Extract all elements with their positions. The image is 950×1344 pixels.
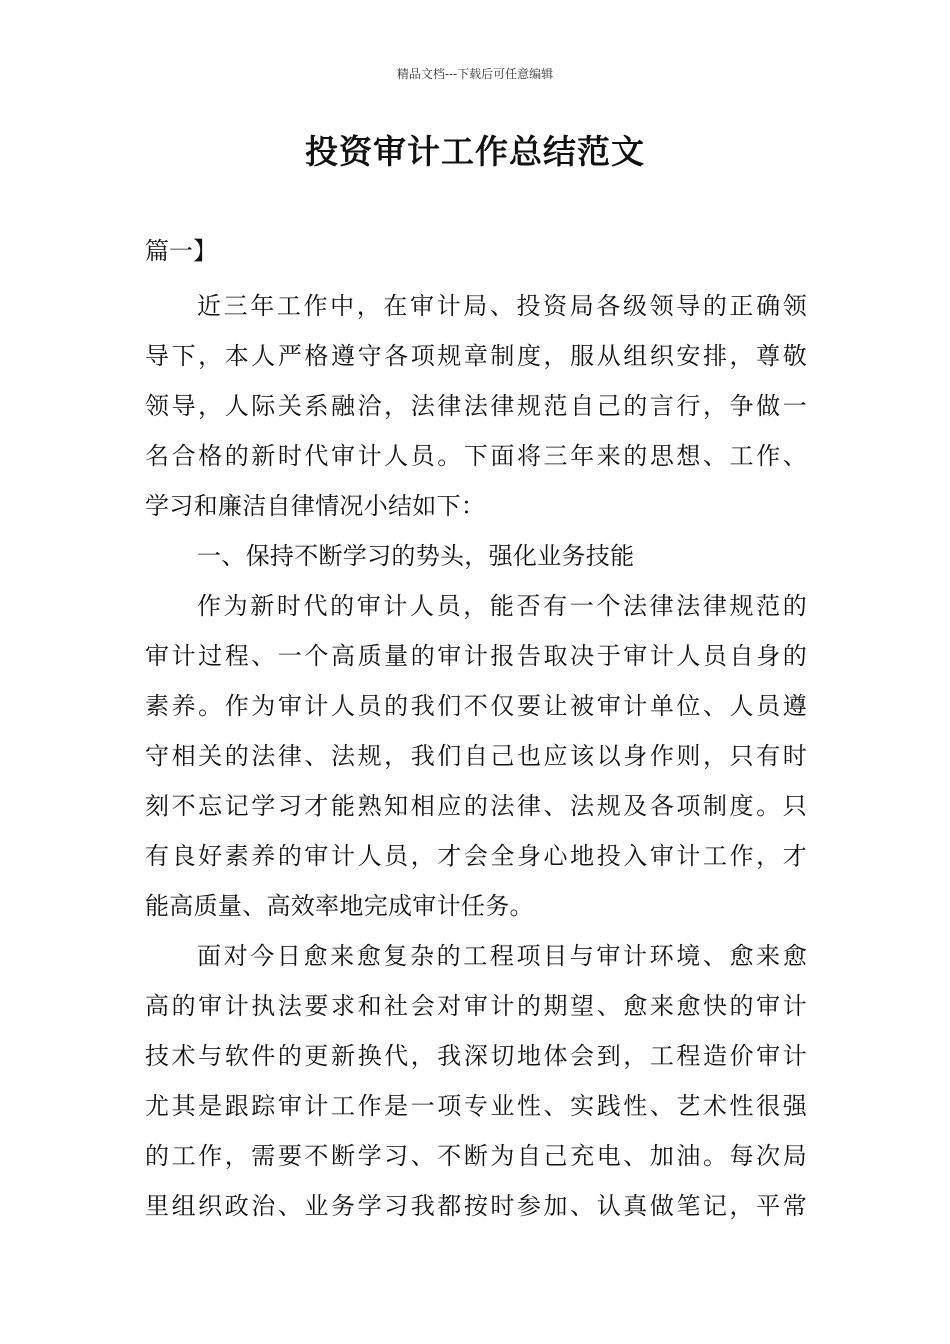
paragraph-line: 高的审计执法要求和社会对审计的期望、愈来愈快的审计 <box>145 992 807 1020</box>
document-body <box>145 281 807 1231</box>
header-note: 精品文档---下载后可任意编辑 <box>396 67 554 81</box>
paragraph-line: 技术与软件的更新换代，我深切地体会到，工程造价审计 <box>145 1042 807 1070</box>
paragraph-line: 学习和廉洁自律情况小结如下： <box>145 492 486 520</box>
paragraph-line: 面对今日愈来愈复杂的工程项目与审计环境、愈来愈 <box>197 942 807 970</box>
section-label: 篇一】 <box>145 237 217 265</box>
paragraph-line: 刻不忘记学习才能熟知相应的法律、法规及各项制度。只 <box>145 792 807 820</box>
paragraph-line: 作为新时代的审计人员，能否有一个法律法律规范的 <box>197 592 807 620</box>
paragraph-line: 守相关的法律、法规，我们自己也应该以身作则，只有时 <box>145 742 807 770</box>
section-heading: 一、保持不断学习的势头，强化业务技能 <box>197 542 635 570</box>
paragraph-line: 审计过程、一个高质量的审计报告取决于审计人员自身的 <box>145 642 807 670</box>
paragraph-line: 素养。作为审计人员的我们不仅要让被审计单位、人员遵 <box>145 692 807 720</box>
paragraph-line: 领导，人际关系融洽，法律法律规范自己的言行，争做一 <box>145 392 807 420</box>
paragraph-line: 有良好素养的审计人员，才会全身心地投入审计工作，才 <box>145 842 807 870</box>
paragraph-line: 尤其是跟踪审计工作是一项专业性、实践性、艺术性很强 <box>145 1092 807 1120</box>
paragraph-line: 近三年工作中，在审计局、投资局各级领导的正确领 <box>197 292 807 320</box>
paragraph-line: 导下，本人严格遵守各项规章制度，服从组织安排，尊敬 <box>145 342 807 370</box>
document-title: 投资审计工作总结范文 <box>305 132 645 171</box>
paragraph-line: 能高质量、高效率地完成审计任务。 <box>145 892 534 920</box>
paragraph-line: 的工作，需要不断学习、不断为自己充电、加油。每次局 <box>145 1142 807 1170</box>
paragraph-line: 里组织政治、业务学习我都按时参加、认真做笔记，平常 <box>145 1192 807 1220</box>
paragraph-line: 名合格的新时代审计人员。下面将三年来的思想、工作、 <box>145 442 807 470</box>
